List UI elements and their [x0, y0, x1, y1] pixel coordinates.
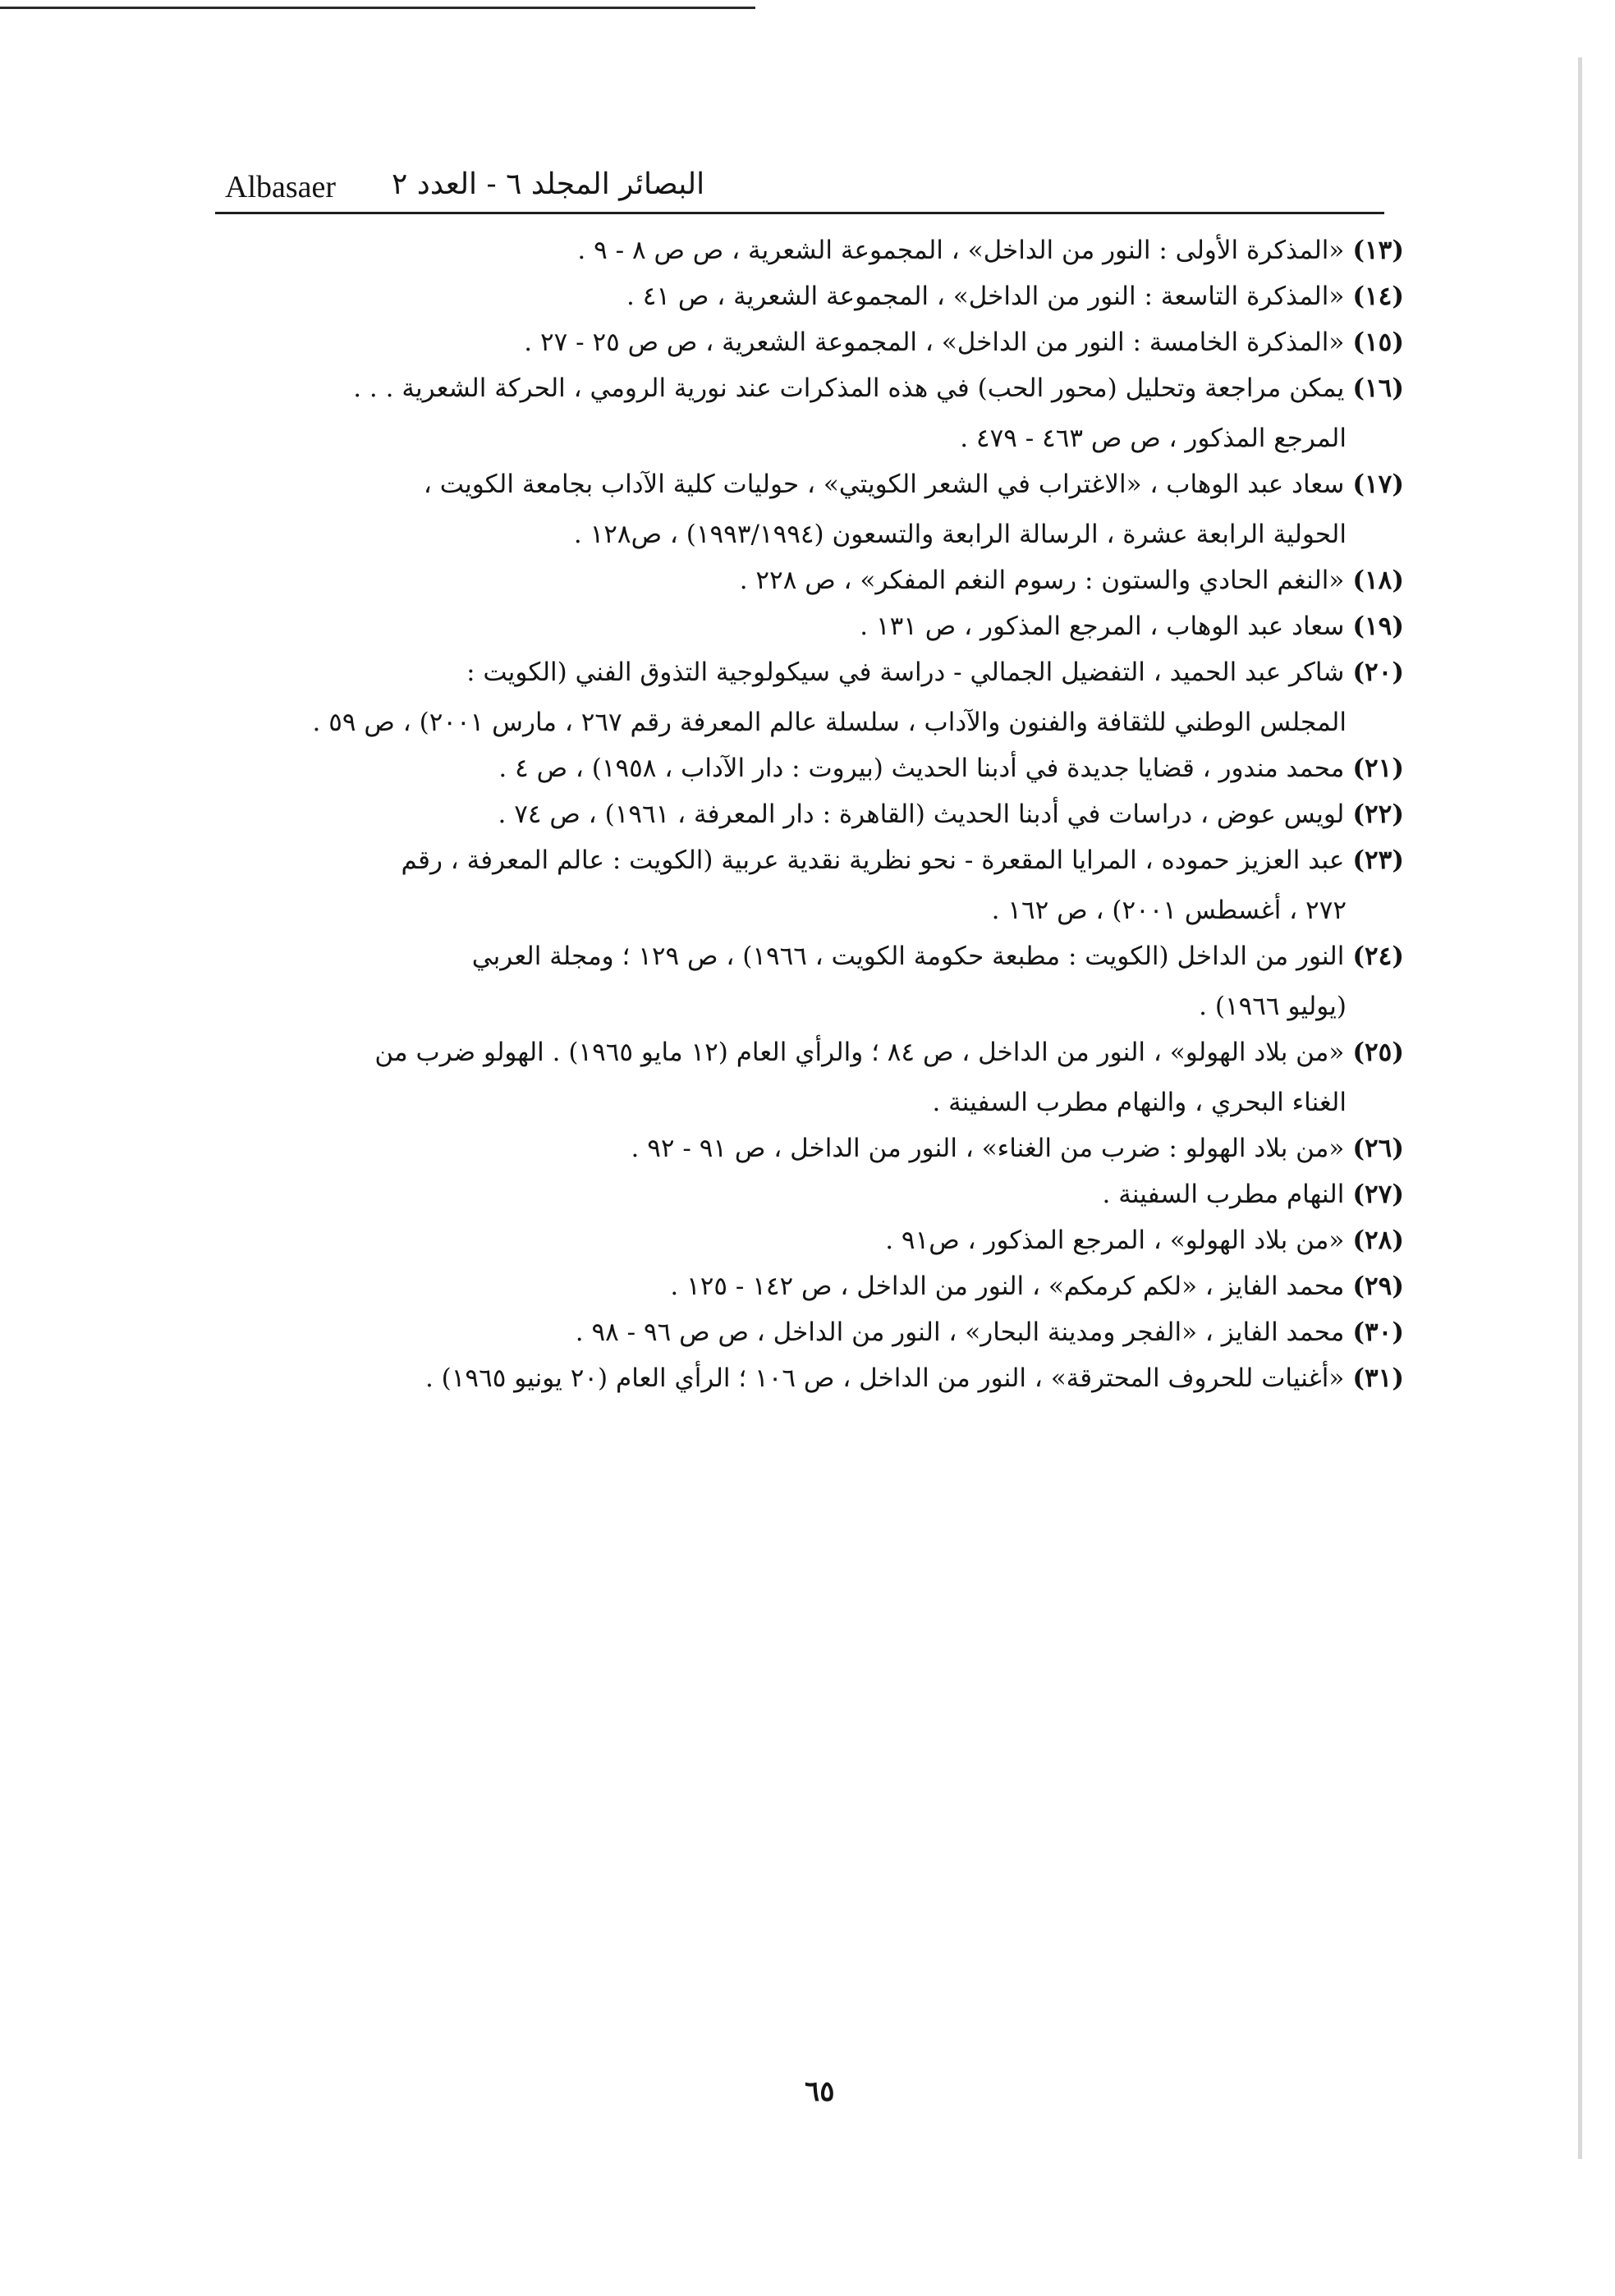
endnote-continuation: (يوليو ١٩٦٦) . — [1199, 992, 1347, 1021]
endnote-text: «من بلاد الهولو : ضرب من الغناء» ، النور من الداخل ، ص ٩١ - ٩٢ . — [631, 1134, 1345, 1163]
endnote-item — [222, 1363, 1404, 1393]
endnote-continuation: الحولية الرابعة عشرة ، الرسالة الرابعة والتسعون (١٩٩٣/١٩٩٤) ، ص١٢٨ . — [573, 520, 1347, 549]
endnote-number: (٢٤) — [1352, 942, 1404, 971]
scan-right-edge — [1578, 57, 1582, 2159]
endnote-text: محمد مندور ، قضايا جديدة في أدبنا الحديث (بيروت : دار الآداب ، ١٩٥٨) ، ص ٤ . — [498, 754, 1345, 783]
endnote-text: «من بلاد الهولو» ، المرجع المذكور ، ص٩١ . — [885, 1226, 1345, 1255]
endnote-text: «النغم الحادي والستون : رسوم النغم المفكر» ، ص ٢٢٨ . — [739, 566, 1345, 595]
endnote-item — [222, 944, 1404, 1020]
endnote-item — [222, 802, 1404, 827]
endnote-number: (٣٠) — [1352, 1318, 1404, 1347]
endnote-item — [222, 238, 1404, 264]
endnote-text: محمد الفايز ، «لكم كرمكم» ، النور من الداخل ، ص ١٤٢ - ١٢٥ . — [670, 1272, 1345, 1301]
endnote-text: سعاد عبد الوهاب ، «الاغتراب في الشعر الكويتي» ، حوليات كلية الآداب بجامعة الكويت ، — [423, 470, 1345, 499]
endnote-text: «أغنيات للحروف المحترقة» ، النور من الداخل ، ص ١٠٦ ؛ الرأي العام (٢٠ يونيو ١٩٦٥) . — [424, 1363, 1345, 1393]
endnote-text: يمكن مراجعة وتحليل (محور الحب) في هذه المذكرات عند نورية الرومي ، الحركة الشعرية . . . — [353, 374, 1345, 403]
endnote-text: النهام مطرب السفينة . — [1102, 1180, 1345, 1209]
endnote-text: «المذكرة التاسعة : النور من الداخل» ، المجموعة الشعرية ، ص ٤١ . — [626, 282, 1345, 311]
endnote-item — [222, 848, 1404, 923]
endnote-item — [222, 1274, 1404, 1299]
endnote-number: (٢٣) — [1352, 846, 1404, 875]
endnote-number: (٢٧) — [1352, 1180, 1404, 1209]
endnote-number: (٢٢) — [1352, 800, 1404, 829]
endnote-number: (٢٠) — [1352, 658, 1404, 687]
endnote-text: «المذكرة الأولى : النور من الداخل» ، المجموعة الشعرية ، ص ص ٨ - ٩ . — [577, 236, 1345, 265]
endnotes-list — [222, 238, 1404, 1412]
header-rule — [215, 212, 1384, 214]
endnote-text: «المذكرة الخامسة : النور من الداخل» ، المجموعة الشعرية ، ص ص ٢٥ - ٢٧ . — [524, 328, 1345, 357]
endnote-number: (١٨) — [1352, 566, 1404, 595]
endnote-number: (٣١) — [1352, 1363, 1404, 1393]
endnote-item — [222, 1136, 1404, 1162]
endnote-text: شاكر عبد الحميد ، التفضيل الجمالي - دراسة في سيكولوجية التذوق الفني (الكويت : — [466, 658, 1345, 687]
endnote-item — [222, 1228, 1404, 1253]
endnote-text: النور من الداخل (الكويت : مطبعة حكومة الكويت ، ١٩٦٦) ، ص ١٢٩ ؛ ومجلة العربي — [471, 942, 1345, 971]
endnote-number: (١٦) — [1352, 374, 1404, 403]
endnote-item — [222, 568, 1404, 593]
endnote-text: محمد الفايز ، «الفجر ومدينة البحار» ، النور من الداخل ، ص ص ٩٦ - ٩٨ . — [575, 1318, 1345, 1347]
endnote-number: (١٥) — [1352, 328, 1404, 357]
endnote-number: (١٤) — [1352, 282, 1404, 311]
endnote-item — [222, 1182, 1404, 1208]
journal-name-arabic: البصائر المجلد ٦ - العدد ٢ — [392, 167, 705, 201]
endnote-text: سعاد عبد الوهاب ، المرجع المذكور ، ص ١٣١ . — [860, 612, 1345, 641]
endnote-number: (٢٥) — [1352, 1038, 1404, 1067]
endnote-item — [222, 660, 1404, 736]
endnote-item — [222, 1040, 1404, 1116]
journal-name-latin: Albasaer — [225, 170, 337, 204]
endnote-number: (١٩) — [1352, 612, 1404, 641]
endnote-text: «من بلاد الهولو» ، النور من الداخل ، ص ٨٤ ؛ والرأي العام (١٢ مايو ١٩٦٥) . الهولو ضرب من — [374, 1038, 1345, 1067]
endnote-number: (١٧) — [1352, 470, 1404, 499]
endnote-item — [222, 472, 1404, 548]
endnote-item — [222, 284, 1404, 309]
scan-top-border — [0, 7, 755, 9]
endnote-text: لويس عوض ، دراسات في أدبنا الحديث (القاهرة : دار المعرفة ، ١٩٦١) ، ص ٧٤ . — [498, 800, 1345, 829]
running-header — [215, 164, 1386, 210]
endnote-number: (٢٨) — [1352, 1226, 1404, 1255]
endnote-number: (٢١) — [1352, 754, 1404, 783]
endnote-continuation: المجلس الوطني للثقافة والفنون والآداب ، سلسلة عالم المعرفة رقم ٢٦٧ ، مارس ٢٠٠١) ، ص ٥٩ . — [312, 708, 1347, 737]
endnote-number: (٢٦) — [1352, 1134, 1404, 1163]
page-number: ٦٥ — [805, 2075, 835, 2108]
endnote-number: (١٣) — [1352, 236, 1404, 265]
endnote-item — [222, 1320, 1404, 1345]
endnote-item — [222, 330, 1404, 355]
endnote-continuation: ٢٧٢ ، أغسطس ٢٠٠١) ، ص ١٦٢ . — [991, 896, 1347, 925]
endnote-continuation: الغناء البحري ، والنهام مطرب السفينة . — [932, 1088, 1347, 1117]
endnote-number: (٢٩) — [1352, 1272, 1404, 1301]
endnote-continuation: المرجع المذكور ، ص ص ٤٦٣ - ٤٧٩ . — [960, 424, 1347, 453]
endnote-item — [222, 376, 1404, 451]
endnote-item — [222, 756, 1404, 781]
endnote-text: عبد العزيز حموده ، المرايا المقعرة - نحو نظرية نقدية عربية (الكويت : عالم المعرفة ، رقم — [401, 846, 1345, 875]
endnote-item — [222, 614, 1404, 639]
